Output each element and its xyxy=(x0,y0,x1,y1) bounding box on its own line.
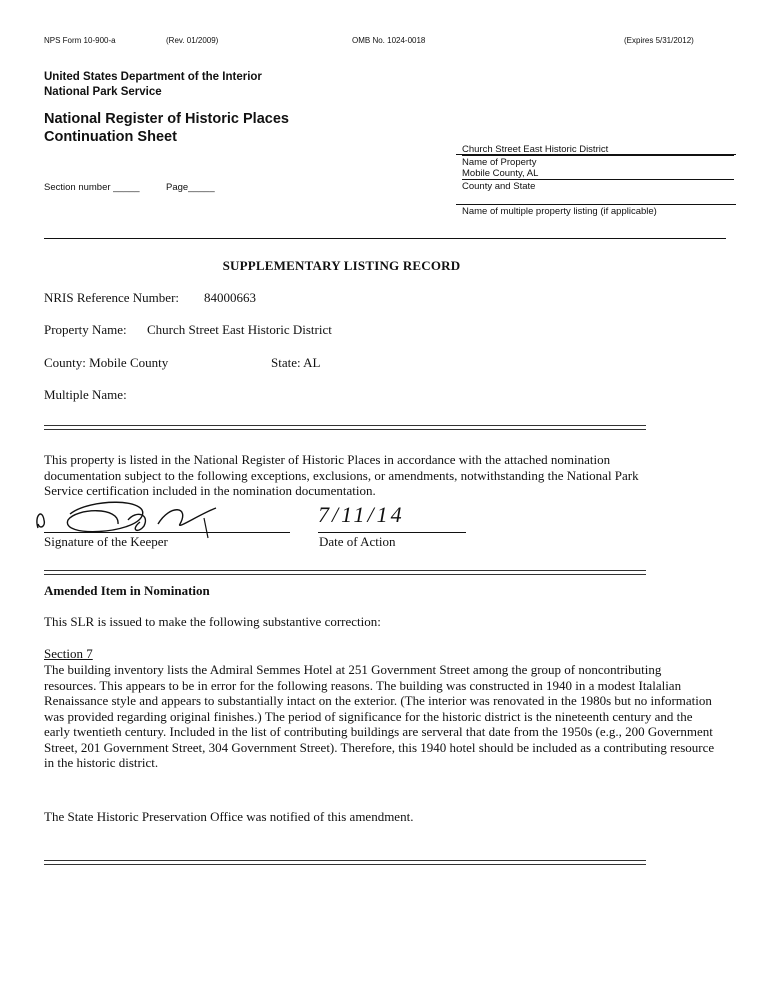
section-reference: Section 7 xyxy=(44,646,93,661)
multiple-name-label: Multiple Name: xyxy=(44,387,127,402)
agency-service: National Park Service xyxy=(44,86,162,98)
form-revision: (Rev. 01/2009) xyxy=(166,36,219,45)
county-state-label: County and State xyxy=(462,181,536,192)
property-name-value: Church Street East Historic District xyxy=(462,144,734,156)
agency-name: United States Department of the Interior xyxy=(44,71,262,83)
section-number-field: Section number _____ xyxy=(44,182,140,193)
county-state-value: Mobile County, AL xyxy=(462,168,734,180)
continuation-sheet-title: Continuation Sheet xyxy=(44,129,177,145)
double-rule xyxy=(44,860,646,865)
property-name-label: Name of Property xyxy=(462,157,537,168)
form-expiration: (Expires 5/31/2012) xyxy=(624,36,694,45)
header-separator xyxy=(44,238,726,239)
register-title: National Register of Historic Places xyxy=(44,111,289,127)
date-of-action-label: Date of Action xyxy=(319,534,396,549)
amendment-intro: This SLR is issued to make the following substantive correction: xyxy=(44,614,381,629)
omb-number: OMB No. 1024-0018 xyxy=(352,36,426,45)
slr-title: SUPPLEMENTARY LISTING RECORD xyxy=(222,258,461,273)
county-text: County: Mobile County xyxy=(44,355,169,370)
double-rule xyxy=(44,570,646,575)
amendment-heading: Amended Item in Nomination xyxy=(44,583,210,598)
multiple-listing-rule xyxy=(456,204,736,205)
page-field: Page_____ xyxy=(166,182,215,193)
signature-line xyxy=(44,532,290,533)
signature-label: Signature of the Keeper xyxy=(44,534,168,549)
date-of-action-value: 7/11/14 xyxy=(318,502,405,527)
property-name-label-slr: Property Name: xyxy=(44,322,127,337)
date-line xyxy=(318,532,466,533)
double-rule xyxy=(44,425,646,430)
state-text: State: AL xyxy=(271,355,321,370)
shpo-notification: The State Historic Preservation Office was notified of this amendment. xyxy=(44,809,414,824)
nris-label: NRIS Reference Number: xyxy=(44,290,180,305)
certification-text: This property is listed in the National Register of Historic Places in accordance with the attached nomination documentation subject to the following exceptions, exclusions, or amendments, notwithstanding the National Park Service certification included in the nomination documentation. xyxy=(44,452,639,498)
property-name-value-slr: Church Street East Historic District xyxy=(147,322,332,337)
multiple-listing-label: Name of multiple property listing (if applicable) xyxy=(462,206,657,217)
amendment-body: The building inventory lists the Admiral Semmes Hotel at 251 Government Street among the group of noncontributing resources. This appears to be in error for the following reasons. The building was constructed in 1940 in a modest Italalian Renaissance style and appears to substantially intact on the exterior. (The interior was renovated in the 1980s but no information was provided regarding original finishes.) The period of significance for the historic district is the nineteenth century and the early twentieth century. Included in the list of contributing buildings are serveral that date from the 1950s (e.g., 200 Government Street, 201 Government Street, 304 Government Street). Therefore, this 1940 hotel should be included as a contributing resource in the historic district. xyxy=(44,662,715,770)
nris-value: 84000663 xyxy=(204,290,256,305)
form-number: NPS Form 10-900-a xyxy=(44,36,116,45)
